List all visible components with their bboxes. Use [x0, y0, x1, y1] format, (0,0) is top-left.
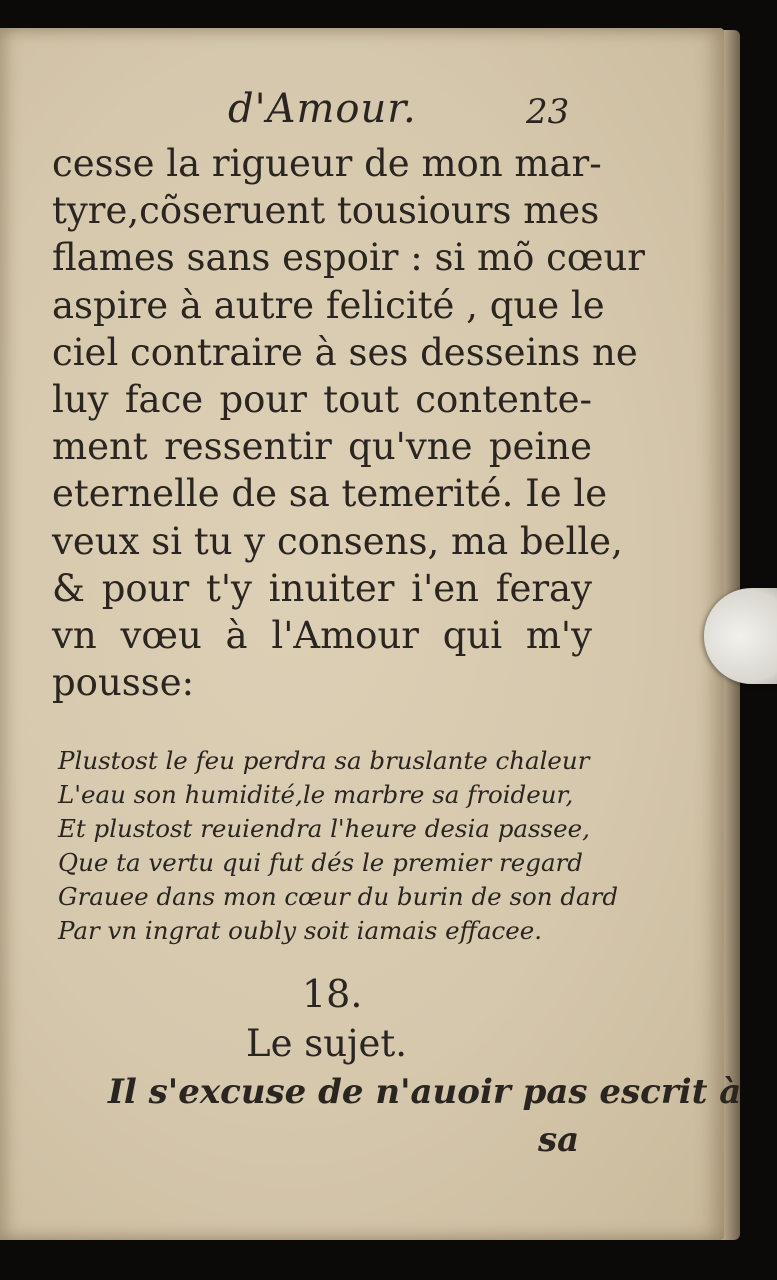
prose-line: & pour t'y inuiter i'en feray — [52, 566, 592, 610]
prose-line: aspire à autre felicité , que le — [52, 283, 605, 327]
prose-line: veux si tu y consens, ma belle, — [52, 519, 623, 563]
running-title: d'Amour. — [228, 86, 417, 132]
prose-line: flames sans espoir : si mõ cœur — [52, 236, 645, 280]
prose-paragraph — [52, 140, 645, 706]
section-heading: Le sujet. — [246, 1022, 408, 1065]
prose-line: cesse la rigueur de mon mar- — [52, 142, 602, 185]
section-number: 18. — [302, 972, 363, 1016]
poem-verse: Grauee dans mon cœur du burin de son dard — [58, 882, 619, 911]
poem-verse: L'eau son humidité,le marbre sa froideur, — [58, 780, 574, 809]
poem-stanza — [58, 744, 618, 948]
poem-verse: Que ta vertu qui fut dés le premier regard — [58, 848, 583, 877]
poem-verse: Par vn ingrat oubly soit iamais effacee. — [58, 916, 543, 945]
prose-line: ment ressentir qu'vne peine — [52, 425, 592, 469]
prose-line: eternelle de sa temerité. Ie le — [52, 472, 608, 516]
prose-line: luy face pour tout contente- — [52, 378, 592, 422]
poem-verse: Et plustost reuiendra l'heure desia passee, — [58, 814, 590, 843]
prose-line: tyre,cõseruent tousiours mes — [52, 189, 600, 233]
section-intro: Il s'excuse de n'auoir pas escrit à — [108, 1072, 742, 1112]
prose-line: pousse: — [52, 661, 195, 705]
page-number: 23 — [526, 92, 570, 132]
prose-line: vn vœu à l'Amour qui m'y — [52, 614, 592, 658]
catchword: sa — [538, 1120, 580, 1160]
poem-verse: Plustost le feu perdra sa bruslante chaleur — [58, 746, 590, 775]
prose-line: ciel contraire à ses desseins ne — [52, 330, 638, 374]
